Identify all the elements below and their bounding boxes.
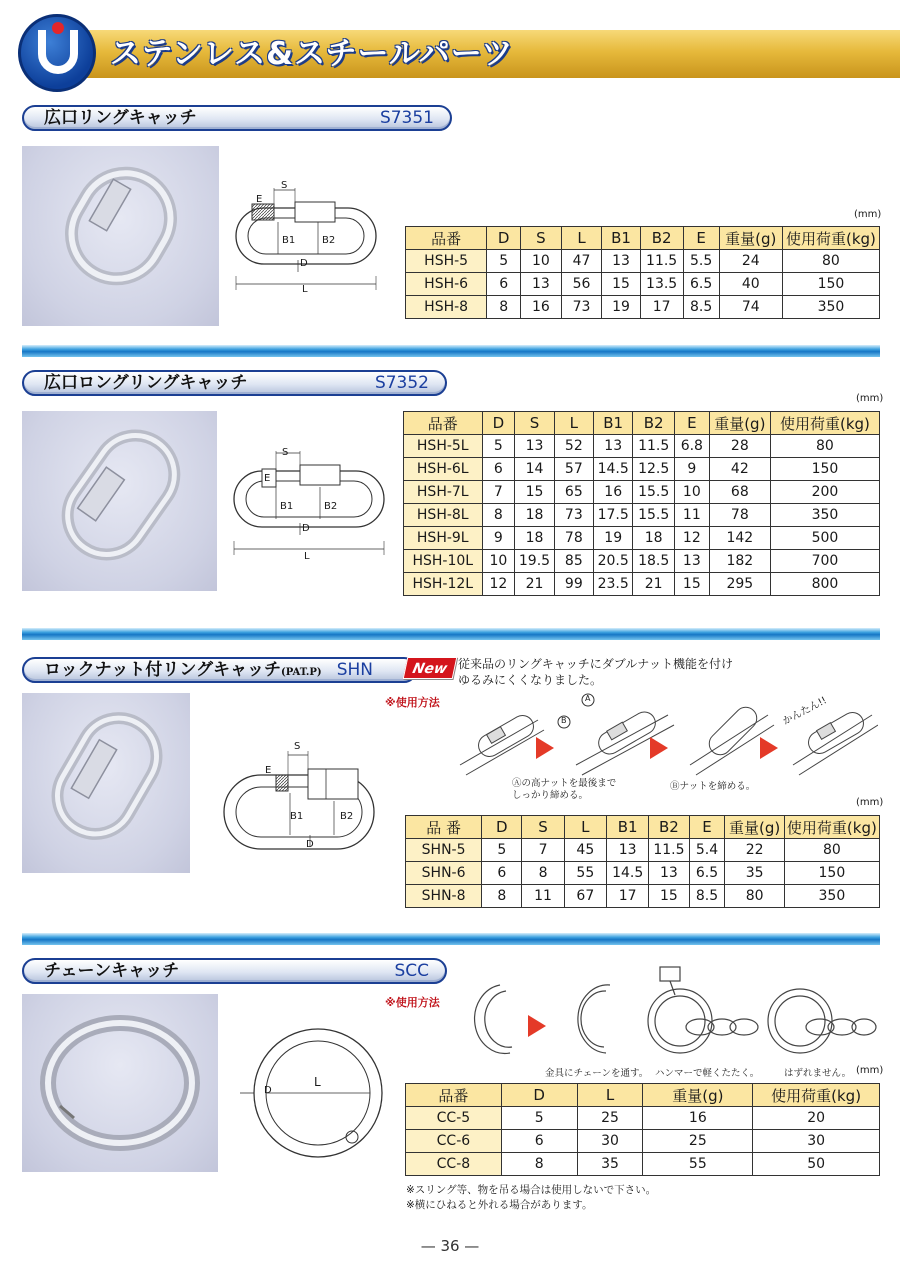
kantan-label: かんたん!!	[781, 695, 829, 728]
ring-catch-photo-icon	[22, 146, 219, 326]
column-header: S	[515, 412, 554, 435]
table-cell: 20.5	[593, 550, 632, 573]
usage-note: ※使用方法	[385, 696, 440, 709]
long-ring-catch-photo-icon	[22, 411, 217, 591]
label-e: E	[256, 194, 263, 205]
section-code: S7352	[374, 373, 429, 393]
locknut-ring-catch-photo-icon	[22, 693, 190, 873]
product-code-cell: CC-5	[406, 1107, 502, 1130]
description-line: 従来品のリングキャッチにダブルナット機能を付け	[458, 657, 734, 671]
table-cell: 30	[753, 1130, 880, 1153]
product-code-cell: HSH-9L	[404, 527, 483, 550]
table-cell: 350	[784, 885, 879, 908]
section-divider	[22, 628, 880, 640]
table-cell: 150	[784, 862, 879, 885]
table-row	[404, 527, 880, 550]
table-cell: 74	[719, 296, 782, 319]
scc-caption-1: 金具にチェーンを通す。	[545, 1068, 649, 1079]
label-d: D	[306, 839, 314, 850]
table-cell: 16	[643, 1107, 753, 1130]
spec-table-s7351	[405, 226, 880, 319]
step-arrow-icon	[536, 737, 554, 759]
table-cell: 13	[515, 435, 554, 458]
table-cell: 24	[719, 250, 782, 273]
dimension-drawing-icon	[236, 1025, 386, 1165]
table-cell: 12	[482, 573, 515, 596]
dimension-diagram-s7352	[228, 445, 393, 570]
dimension-diagram-scc	[236, 1025, 386, 1165]
table-row	[406, 1153, 880, 1176]
section-header-scc	[22, 958, 447, 984]
table-cell: 182	[709, 550, 770, 573]
product-photo-shn	[22, 693, 190, 873]
table-cell: 17	[607, 885, 649, 908]
footnotes	[406, 1183, 656, 1213]
step-arrow-icon	[528, 1015, 546, 1037]
table-cell: 19.5	[515, 550, 554, 573]
table-cell: 25	[643, 1130, 753, 1153]
table-cell: 85	[554, 550, 593, 573]
table-cell: 6	[501, 1130, 577, 1153]
product-code-cell: HSH-5L	[404, 435, 483, 458]
table-cell: 68	[709, 481, 770, 504]
table-cell: 30	[577, 1130, 643, 1153]
table-cell: 21	[515, 573, 554, 596]
table-cell: 13	[674, 550, 709, 573]
column-header: E	[683, 227, 719, 250]
product-code-cell: HSH-8L	[404, 504, 483, 527]
label-l: L	[302, 284, 308, 295]
table-cell: 80	[725, 885, 784, 908]
chain-catch-photo-icon	[22, 994, 218, 1172]
caption-line: Ⓐの高ナットを最後まで	[512, 778, 617, 789]
table-cell: 73	[561, 296, 602, 319]
logo-mark-icon	[38, 30, 78, 74]
table-cell: 55	[564, 862, 606, 885]
label-s: S	[294, 741, 301, 752]
column-header: L	[554, 412, 593, 435]
table-cell: 18	[515, 527, 554, 550]
spec-table-shn	[405, 815, 880, 908]
table-cell: 13	[607, 839, 649, 862]
product-photo-scc	[22, 994, 218, 1172]
shn-description	[458, 656, 733, 688]
table-cell: 5.5	[683, 250, 719, 273]
table-cell: 8	[482, 504, 515, 527]
column-header: D	[482, 412, 515, 435]
table-cell: 8	[482, 885, 522, 908]
table-cell: 14.5	[593, 458, 632, 481]
table-row	[404, 573, 880, 596]
table-cell: 16	[593, 481, 632, 504]
table-cell: 8.5	[689, 885, 725, 908]
column-header: 使用荷重(kg)	[784, 816, 879, 839]
table-cell: 9	[482, 527, 515, 550]
table-cell: 25	[577, 1107, 643, 1130]
table-cell: 15	[515, 481, 554, 504]
column-header: D	[501, 1084, 577, 1107]
label-s: S	[282, 447, 289, 458]
label-d: D	[300, 258, 308, 269]
caption-line: しっかり締める。	[512, 790, 589, 801]
section-name: 広口ロングリングキャッチ	[44, 373, 248, 393]
table-cell: 22	[725, 839, 784, 862]
section-name: ロックナット付リングキャッチ(PAT.P)	[44, 660, 322, 680]
table-cell: 57	[554, 458, 593, 481]
table-row	[404, 458, 880, 481]
table-cell: 150	[782, 273, 879, 296]
table-cell: 5	[482, 839, 522, 862]
table-cell: 19	[593, 527, 632, 550]
table-cell: 47	[561, 250, 602, 273]
column-header: 重量(g)	[725, 816, 784, 839]
dimension-drawing-icon	[218, 735, 383, 855]
table-cell: 8	[522, 862, 564, 885]
scc-usage-illustration	[460, 965, 880, 1060]
table-cell: 17	[640, 296, 683, 319]
table-row	[406, 296, 880, 319]
product-code-cell: HSH-12L	[404, 573, 483, 596]
table-cell: 14.5	[607, 862, 649, 885]
step-a-caption	[512, 778, 616, 802]
table-cell: 10	[521, 250, 562, 273]
product-code-cell: HSH-8	[406, 296, 487, 319]
label-d: D	[302, 523, 310, 534]
table-cell: 10	[482, 550, 515, 573]
table-cell: 8.5	[683, 296, 719, 319]
table-cell: 142	[709, 527, 770, 550]
footnote: ※横にひねると外れる場合があります。	[406, 1199, 593, 1211]
table-header-row	[406, 227, 880, 250]
section-header-s7351	[22, 105, 452, 131]
table-cell: 52	[554, 435, 593, 458]
column-header: E	[689, 816, 725, 839]
table-cell: 45	[564, 839, 606, 862]
table-cell: 35	[725, 862, 784, 885]
table-cell: 5	[487, 250, 521, 273]
table-cell: 11	[674, 504, 709, 527]
table-cell: 13	[602, 250, 640, 273]
table-cell: 99	[554, 573, 593, 596]
table-cell: 10	[674, 481, 709, 504]
table-row	[406, 862, 880, 885]
table-cell: 6.5	[689, 862, 725, 885]
table-cell: 200	[770, 481, 879, 504]
table-cell: 13	[593, 435, 632, 458]
table-cell: 80	[770, 435, 879, 458]
table-cell: 13.5	[640, 273, 683, 296]
table-cell: 6	[487, 273, 521, 296]
label-s: S	[281, 180, 288, 191]
product-code-cell: HSH-10L	[404, 550, 483, 573]
label-e: E	[265, 765, 272, 776]
spec-table-scc	[405, 1083, 880, 1176]
logo-dot-icon	[52, 22, 64, 34]
label-d: D	[264, 1085, 272, 1096]
section-divider	[22, 933, 880, 945]
section-code: SCC	[394, 961, 429, 981]
column-header: D	[487, 227, 521, 250]
table-row	[406, 839, 880, 862]
table-cell: 80	[782, 250, 879, 273]
step-arrow-icon	[650, 737, 668, 759]
column-header: 重量(g)	[719, 227, 782, 250]
table-cell: 800	[770, 573, 879, 596]
table-cell: 16	[521, 296, 562, 319]
table-cell: 150	[770, 458, 879, 481]
shn-usage-illustration	[458, 690, 878, 785]
table-cell: 78	[554, 527, 593, 550]
column-header: B2	[640, 227, 683, 250]
table-cell: 5	[482, 435, 515, 458]
label-l: L	[314, 1075, 321, 1089]
step-b-caption: Ⓑナットを締める。	[670, 781, 756, 792]
table-cell: 18	[515, 504, 554, 527]
table-cell: 14	[515, 458, 554, 481]
table-cell: 28	[709, 435, 770, 458]
table-cell: 8	[501, 1153, 577, 1176]
table-cell: 9	[674, 458, 709, 481]
label-b2: B2	[324, 501, 338, 512]
dimension-diagram-shn	[218, 735, 383, 855]
dimension-drawing-icon	[228, 180, 388, 295]
table-cell: 6.5	[683, 273, 719, 296]
table-cell: 350	[782, 296, 879, 319]
table-cell: 18	[633, 527, 674, 550]
table-cell: 13	[521, 273, 562, 296]
table-cell: 12	[674, 527, 709, 550]
dimension-diagram-s7351	[228, 180, 388, 295]
usage-note: ※使用方法	[385, 996, 440, 1009]
unit-label: (mm)	[856, 797, 884, 808]
section-code: S7351	[379, 108, 434, 128]
table-cell: 6	[482, 862, 522, 885]
table-cell: 78	[709, 504, 770, 527]
table-cell: 73	[554, 504, 593, 527]
table-cell: 42	[709, 458, 770, 481]
column-header: S	[521, 227, 562, 250]
column-header: E	[674, 412, 709, 435]
usage-steps-icon	[460, 965, 880, 1060]
table-cell: 5	[501, 1107, 577, 1130]
column-header: L	[564, 816, 606, 839]
step-arrow-icon	[760, 737, 778, 759]
section-name: チェーンキャッチ	[44, 961, 180, 981]
scc-caption-3: はずれません。	[784, 1068, 852, 1079]
column-header: L	[577, 1084, 643, 1107]
marker-b: B	[561, 716, 567, 725]
table-row	[406, 885, 880, 908]
section-divider	[22, 345, 880, 357]
column-header: 重量(g)	[709, 412, 770, 435]
table-cell: 56	[561, 273, 602, 296]
table-cell: 35	[577, 1153, 643, 1176]
table-header-row	[404, 412, 880, 435]
column-header: 品番	[404, 412, 483, 435]
table-cell: 55	[643, 1153, 753, 1176]
column-header: 使用荷重(kg)	[770, 412, 879, 435]
table-cell: 11.5	[649, 839, 689, 862]
column-header: 品番	[406, 227, 487, 250]
table-header-row	[406, 1084, 880, 1107]
table-cell: 15.5	[633, 504, 674, 527]
product-code-cell: HSH-6	[406, 273, 487, 296]
label-b2: B2	[340, 811, 354, 822]
table-cell: 7	[522, 839, 564, 862]
label-b1: B1	[290, 811, 304, 822]
column-header: S	[522, 816, 564, 839]
table-cell: 13	[649, 862, 689, 885]
product-code-cell: CC-8	[406, 1153, 502, 1176]
column-header: D	[482, 816, 522, 839]
column-header: 使用荷重(kg)	[782, 227, 879, 250]
product-code-cell: SHN-8	[406, 885, 482, 908]
label-b1: B1	[282, 235, 296, 246]
table-cell: 7	[482, 481, 515, 504]
product-code-cell: HSH-6L	[404, 458, 483, 481]
table-cell: 19	[602, 296, 640, 319]
table-row	[406, 273, 880, 296]
table-cell: 12.5	[633, 458, 674, 481]
column-header: 品 番	[406, 816, 482, 839]
product-code-cell: HSH-5	[406, 250, 487, 273]
label-b1: B1	[280, 501, 294, 512]
table-cell: 50	[753, 1153, 880, 1176]
new-badge: New	[403, 657, 458, 679]
table-cell: 6	[482, 458, 515, 481]
column-header: 使用荷重(kg)	[753, 1084, 880, 1107]
table-cell: 350	[770, 504, 879, 527]
table-cell: 700	[770, 550, 879, 573]
table-row	[404, 550, 880, 573]
label-e: E	[264, 473, 271, 484]
table-cell: 40	[719, 273, 782, 296]
table-cell: 21	[633, 573, 674, 596]
section-header-s7352	[22, 370, 447, 396]
marker-a: A	[585, 694, 591, 703]
section-code: SHN	[336, 660, 373, 680]
table-cell: 15	[674, 573, 709, 596]
label-b2: B2	[322, 235, 336, 246]
table-cell: 23.5	[593, 573, 632, 596]
table-cell: 500	[770, 527, 879, 550]
scc-caption-2: ハンマーで軽くたたく。	[655, 1068, 760, 1079]
column-header: B1	[602, 227, 640, 250]
column-header: B1	[593, 412, 632, 435]
table-cell: 11.5	[640, 250, 683, 273]
unit-label: (mm)	[854, 209, 882, 220]
table-cell: 6.8	[674, 435, 709, 458]
product-photo-s7351	[22, 146, 219, 326]
footnote: ※スリング等、物を吊る場合は使用しないで下さい。	[406, 1184, 657, 1196]
unit-label: (mm)	[856, 1065, 884, 1076]
unit-label: (mm)	[856, 393, 884, 404]
product-photo-s7352	[22, 411, 217, 591]
label-l: L	[304, 551, 310, 562]
table-cell: 15	[602, 273, 640, 296]
column-header: B2	[633, 412, 674, 435]
table-cell: 67	[564, 885, 606, 908]
table-row	[404, 435, 880, 458]
column-header: B2	[649, 816, 689, 839]
column-header: B1	[607, 816, 649, 839]
table-row	[406, 1107, 880, 1130]
section-name: 広口リングキャッチ	[44, 108, 197, 128]
product-code-cell: SHN-6	[406, 862, 482, 885]
description-line: ゆるみにくくなりました。	[458, 673, 603, 687]
table-cell: 20	[753, 1107, 880, 1130]
product-code-cell: CC-6	[406, 1130, 502, 1153]
dimension-drawing-icon	[228, 445, 393, 570]
table-cell: 15.5	[633, 481, 674, 504]
product-code-cell: SHN-5	[406, 839, 482, 862]
table-cell: 295	[709, 573, 770, 596]
column-header: 重量(g)	[643, 1084, 753, 1107]
table-cell: 11	[522, 885, 564, 908]
table-cell: 17.5	[593, 504, 632, 527]
patent-mark: (PAT.P)	[280, 667, 322, 678]
table-cell: 65	[554, 481, 593, 504]
column-header: L	[561, 227, 602, 250]
table-cell: 8	[487, 296, 521, 319]
table-cell: 11.5	[633, 435, 674, 458]
page-title: ステンレス&スチールパーツ	[110, 36, 514, 72]
product-code-cell: HSH-7L	[404, 481, 483, 504]
page-number: — 36 —	[420, 1237, 480, 1255]
column-header: 品番	[406, 1084, 502, 1107]
table-row	[406, 1130, 880, 1153]
table-row	[406, 250, 880, 273]
spec-table-s7352	[403, 411, 880, 596]
table-cell: 5.4	[689, 839, 725, 862]
table-row	[404, 504, 880, 527]
table-header-row	[406, 816, 880, 839]
section-header-shn	[22, 657, 417, 683]
table-cell: 80	[784, 839, 879, 862]
table-row	[404, 481, 880, 504]
table-cell: 18.5	[633, 550, 674, 573]
table-cell: 15	[649, 885, 689, 908]
